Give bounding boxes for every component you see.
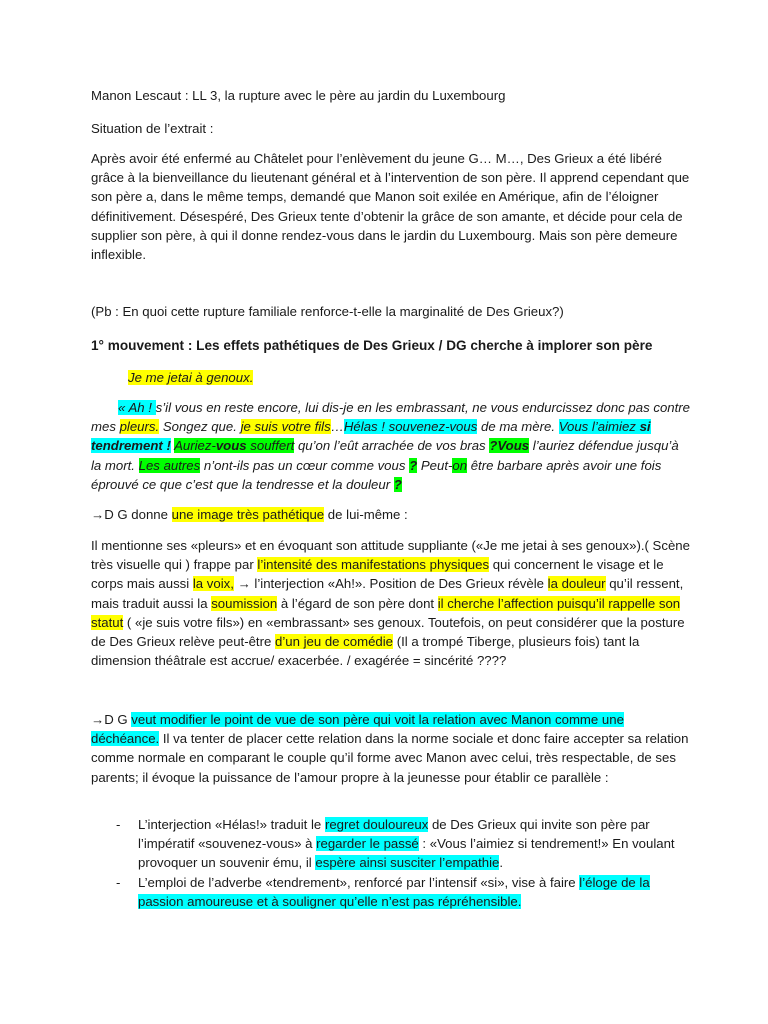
text-run: L’interjection «Hélas!» traduit le [138, 817, 325, 832]
situation-heading: Situation de l’extrait : [91, 121, 214, 136]
text-run: soumission [211, 595, 278, 611]
document-title: Manon Lescaut : LL 3, la rupture avec le père au jardin du Luxembourg [91, 88, 506, 103]
text-run: . [499, 855, 504, 871]
text-run: Hélas ! souvenez-vous [343, 419, 478, 435]
text-run: je suis votre fils [240, 419, 331, 435]
text-run: Auriez- [174, 438, 216, 454]
text-run: … [330, 419, 344, 435]
text-run: l’intensité des manifestations physiques [257, 557, 490, 573]
analysis-list [91, 815, 691, 911]
list-item [91, 815, 691, 873]
text-run: à l’égard de son père dont [277, 595, 438, 611]
text-run: qu’il ressent, mais traduit aussi la [91, 576, 684, 611]
text-run: Peut- [417, 457, 453, 473]
text-run: « Ah ! [118, 400, 156, 415]
text-run: de ma mère. [477, 419, 559, 435]
text-run: Vous [497, 438, 530, 454]
text-run: on [452, 457, 468, 473]
problematique: (Pb : En quoi cette rupture familiale renforce-t-elle la marginalité de Des Grieux?) [91, 304, 564, 319]
text-run: Il mentionne ses «pleurs» et en évoquant son attitude suppliante («Je me jetai à ses genoux»).( Scène très visuelle qui ) frappe par [91, 538, 690, 573]
list-bullet: - [116, 874, 121, 890]
text-run: souffert [246, 438, 295, 454]
text-run: il cherche l’affection puisqu’il rappelle son statut [91, 595, 681, 630]
text-run: regret douloureux [324, 817, 429, 832]
text-run: ( «je suis votre fils») en «embrassant» ses genoux. Toutefois, on peut considérer que la posture de Des Grieux relève peut-être [91, 614, 685, 650]
text-run: : «Vous l’aimiez si tendrement!» En voulant provoquer un souvenir ému, il [138, 836, 675, 871]
text-run: →D G donne [91, 507, 172, 522]
text-run: → l’interjection «Ah!». Position de Des Grieux révèle [233, 576, 548, 592]
text-run: de Des Grieux qui invite son père par l’impératif «souvenez-vous» à [138, 817, 650, 852]
text-run: de lui-même : [324, 507, 408, 522]
text-run: l’éloge de la passion amoureuse et à souligner qu’elle n’est pas répréhensible. [138, 874, 650, 909]
text-run: d’un jeu de comédie [274, 634, 394, 650]
text-run: la douleur [547, 576, 606, 592]
quote-kneel-text: Je me jetai à genoux. [128, 370, 254, 385]
movement-heading: 1° mouvement : Les effets pathétiques de Des Grieux / DG cherche à implorer son père [91, 338, 653, 353]
quote-plea [91, 398, 691, 494]
text-run: n’ont-ils pas un cœur comme vous [200, 457, 410, 473]
text-run: ? [393, 476, 402, 492]
text-run: une image très pathétique [171, 507, 325, 522]
vision-paragraph [91, 710, 691, 787]
quote-kneel [128, 368, 688, 387]
text-run: ? [409, 457, 418, 473]
text-run: s’il vous en reste encore, lui dis-je en les embrassant, ne vous endurcissez donc pas contre mes [91, 400, 691, 435]
list-item-text [138, 817, 675, 870]
situation-paragraph: Après avoir été enfermé au Châtelet pour l’enlèvement du jeune G… M…, Des Grieux a été libéré grâce à la bienveillance du lieutenant général et à l’intervention de son père. Il apprend cependant que son père a, dans le même temps, demandé que Manon soit exilée en Amérique, afin de l’éloigner définitivement. Désespéré, Des Grieux tente d’obtenir la grâce de son amante, et décide pour cela de supplier son père, à qui il donne rendez-vous dans le jardin du Luxembourg. Mais son père demeure inflexible. [91, 151, 690, 263]
text-run: regarder le passé [316, 836, 419, 852]
text-run: la voix, [192, 576, 234, 592]
text-run: Il va tenter de placer cette relation dans la norme sociale et donc faire accepter sa relation comme normale en comparant le couple qu’il forme avec Manon avec celui, très respectable, de ses parents; il évoque la puissance de l’amour propre à la jeunesse pour établir ce parallèle : [91, 731, 689, 785]
text-run: ? [489, 438, 498, 454]
text-run: L’emploi de l’adverbe «tendrement», renforcé par l’intensif «si», vise à faire [138, 874, 580, 890]
text-run: veut modifier le point de vue de son père qui voit la relation avec Manon comme une déchéance. [91, 712, 624, 747]
list-item-text [138, 875, 650, 909]
text-run: Songez que. [159, 419, 241, 435]
text-run: Vous l’aimiez [558, 419, 640, 435]
analysis-paragraph [91, 536, 691, 670]
text-run: →D G [91, 712, 132, 727]
image-paragraph [91, 505, 691, 524]
text-run: vous [215, 438, 247, 454]
text-run: (Il a trompé Tiberge, plusieurs fois) tant la dimension théâtrale est accrue/ exacerbée. / exagérée = sincérité ???? [91, 634, 640, 669]
text-run: espère ainsi susciter l’empathie [315, 855, 500, 871]
text-run: l’auriez défendue jusqu’à la mort. [91, 438, 679, 473]
text-run: qui concernent le visage et le corps mais aussi [91, 557, 664, 592]
text-run: être barbare après avoir une fois éprouvé ce que c’est que la tendresse et la douleur [91, 457, 662, 492]
list-item [91, 873, 691, 911]
text-run: qu’on l’eût arrachée de vos bras [294, 438, 490, 454]
text-run: Les autres [138, 457, 201, 473]
list-bullet: - [116, 817, 121, 832]
text-run: pleurs. [119, 419, 160, 435]
text-run: si tendrement ! [91, 419, 651, 454]
